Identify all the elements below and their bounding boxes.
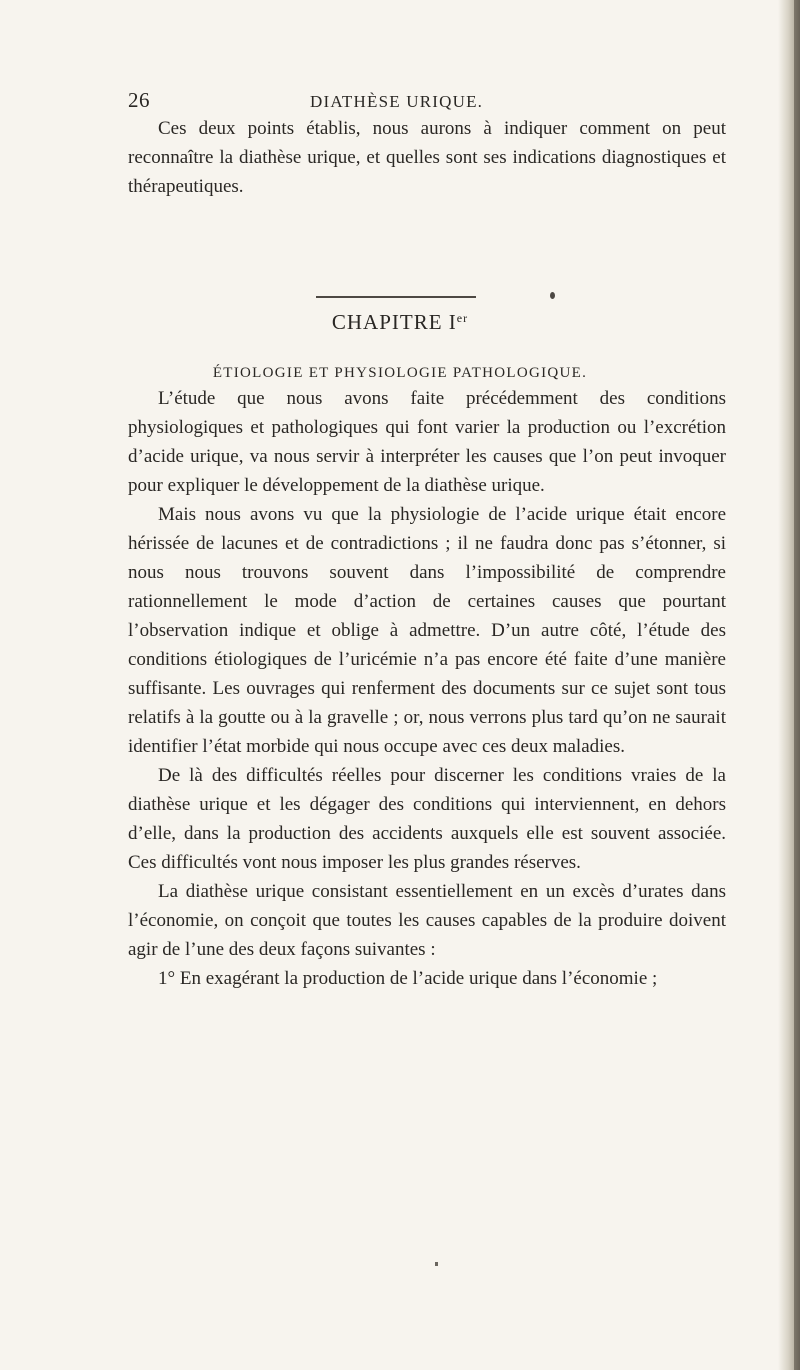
body-paragraph: De là des difficultés réelles pour discerner les conditions vraies de la diathèse urique et les dégager des conditions qui interviennent, en dehors d’elle, dans la production des accidents auxquels elle est souvent associée. Ces difficultés vont nous imposer les plus grandes réserves. [128, 765, 726, 873]
running-head: DIATHÈSE URIQUE. [310, 92, 484, 111]
intro-paragraph: Ces deux points établis, nous aurons à indiquer comment on peut reconnaître la diathèse urique, et quelles sont ses indications diagnostiques et thérapeutiques. [128, 118, 726, 197]
body-paragraph: 1° En exagérant la production de l’acide urique dans l’économie ; [158, 968, 658, 989]
intro-text [128, 114, 726, 201]
ink-mark [435, 1262, 438, 1266]
chapter-title-suffix: er [456, 311, 469, 325]
chapter-title [0, 310, 800, 335]
body-paragraph: La diathèse urique consistant essentiellement en un excès d’urates dans l’économie, on conçoit que toutes les causes capables de la produire doivent agir de l’une des deux façons suivantes : [128, 881, 726, 960]
chapter-title-text: CHAPITRE I [331, 310, 457, 334]
page-number: 26 [128, 88, 150, 112]
section-divider [316, 296, 476, 298]
body-text [128, 384, 726, 993]
body-paragraph: Mais nous avons vu que la physiologie de l’acide urique était encore hérissée de lacunes et de contradictions ; il ne faudra donc pas s’étonner, si nous nous trouvons souvent dans l’impossibilité de comprendre rationnellement le mode d’action de certaines causes que pourtant l’observation indique et oblige à admettre. D’un autre côté, l’étude des conditions étiologiques de l’uricémie n’a pas encore été faite d’une manière suffisante. Les ouvrages qui renferment des documents sur ce sujet sont tous relatifs à la goutte ou à la gravelle ; or, nous verrons plus tard qu’on ne saurait identifier l’état morbide qui nous occupe avec ces deux maladies. [128, 504, 726, 757]
ink-speck [550, 292, 555, 299]
page-edge-binding [794, 0, 800, 1370]
body-paragraph: L’étude que nous avons faite précédemment des conditions physiologiques et pathologiques qui font varier la production ou l’excrétion d’acide urique, va nous servir à interpréter les causes que l’on peut invoquer pour expliquer le développement de la diathèse urique. [128, 388, 726, 496]
chapter-subtitle: ÉTIOLOGIE ET PHYSIOLOGIE PATHOLOGIQUE. [212, 365, 588, 381]
